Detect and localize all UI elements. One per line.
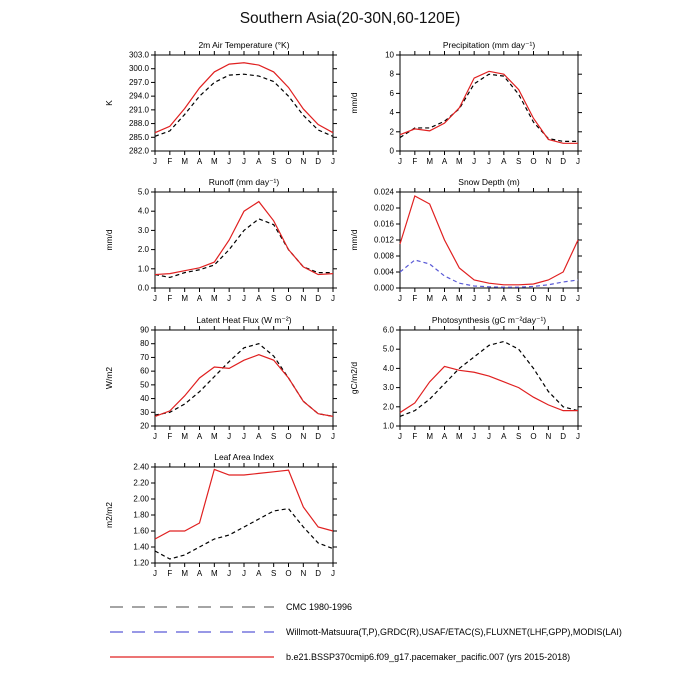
- y-axis-label: gC/m2/d: [349, 361, 359, 395]
- series-line: [155, 469, 333, 539]
- y-tick-label: 3.0: [382, 383, 394, 393]
- x-tick-label: F: [167, 294, 173, 303]
- y-tick-label: 1.20: [133, 558, 149, 568]
- x-tick-label: D: [560, 432, 567, 441]
- x-tick-label: D: [560, 294, 567, 303]
- chart-title: Runoff (mm day⁻¹): [208, 177, 280, 187]
- y-axis-label: mm/d: [349, 92, 359, 114]
- y-tick-label: 20: [140, 421, 149, 431]
- y-tick-label: 300.0: [128, 64, 149, 74]
- y-tick-label: 2.00: [133, 494, 149, 504]
- y-tick-label: 1.0: [382, 421, 394, 431]
- y-tick-label: 1.0: [137, 264, 149, 274]
- y-tick-label: 30: [140, 407, 149, 417]
- subplot-precipitation: [344, 39, 602, 173]
- x-tick-label: A: [441, 157, 448, 166]
- y-tick-label: 0.020: [373, 203, 394, 213]
- legend-label: Willmott-Matsuura(T,P),GRDC(R),USAF/ETAC(S),FLUXNET(LHF,GPP),MODIS(LAI): [286, 627, 622, 637]
- x-tick-label: N: [545, 294, 552, 303]
- chart-title: Photosynthesis (gC m⁻²day⁻¹): [431, 315, 547, 325]
- x-tick-label: M: [181, 432, 189, 441]
- subplot-2m-air-temperature: [99, 39, 357, 173]
- subplot-runoff: [99, 176, 357, 310]
- y-tick-label: 0.012: [373, 235, 394, 245]
- y-tick-label: 294.0: [128, 91, 149, 101]
- x-tick-label: F: [412, 432, 418, 441]
- x-tick-label: F: [167, 432, 173, 441]
- series-line: [155, 509, 333, 559]
- plot-frame: [400, 55, 578, 151]
- x-tick-label: A: [196, 294, 203, 303]
- chart-title: 2m Air Temperature (°K): [198, 40, 290, 50]
- y-tick-label: 0: [389, 146, 394, 156]
- x-tick-label: M: [455, 432, 463, 441]
- x-tick-label: S: [270, 432, 277, 441]
- x-tick-label: J: [227, 432, 232, 441]
- x-tick-label: F: [167, 569, 173, 578]
- x-tick-label: M: [210, 432, 218, 441]
- x-tick-label: S: [515, 157, 522, 166]
- x-tick-label: J: [153, 157, 157, 166]
- x-tick-label: F: [167, 157, 173, 166]
- x-tick-label: J: [227, 294, 232, 303]
- series-line: [400, 74, 578, 141]
- y-tick-label: 0.004: [373, 267, 394, 277]
- x-tick-label: J: [227, 569, 232, 578]
- y-tick-label: 2.0: [137, 245, 149, 255]
- y-tick-label: 282.0: [128, 146, 149, 156]
- legend-label: b.e21.BSSP370cmip6.f09_g17.pacemaker_pacific.007 (yrs 2015-2018): [286, 652, 571, 662]
- x-tick-label: A: [501, 294, 507, 303]
- legend-line-dashed-gray: [108, 601, 276, 613]
- series-line: [155, 344, 333, 417]
- x-tick-label: F: [412, 157, 418, 166]
- chart-svg: [99, 39, 357, 173]
- x-tick-label: S: [515, 294, 522, 303]
- y-tick-label: 10: [385, 50, 394, 60]
- y-tick-label: 1.40: [133, 542, 149, 552]
- x-tick-label: J: [331, 157, 335, 166]
- x-tick-label: J: [153, 432, 157, 441]
- x-tick-label: J: [331, 432, 335, 441]
- y-tick-label: 5.0: [382, 344, 394, 354]
- y-tick-label: 8: [389, 69, 394, 79]
- x-tick-label: D: [315, 157, 322, 166]
- series-line: [155, 63, 333, 133]
- figure-title: Southern Asia(20-30N,60-120E): [239, 10, 461, 27]
- y-axis-label: mm/d: [349, 229, 359, 251]
- x-tick-label: O: [285, 157, 292, 166]
- chart-title: Snow Depth (m): [458, 177, 520, 187]
- x-tick-label: J: [242, 294, 246, 303]
- y-tick-label: 2: [389, 127, 394, 137]
- y-tick-label: 3.0: [137, 225, 149, 235]
- y-axis-label: mm/d: [104, 229, 114, 251]
- plot-frame: [155, 55, 333, 151]
- y-tick-label: 2.0: [382, 402, 394, 412]
- chart-svg: [99, 451, 357, 585]
- y-tick-label: 4.0: [137, 206, 149, 216]
- series-line: [155, 74, 333, 136]
- legend-line-dashed-blue: [108, 626, 276, 638]
- x-tick-label: A: [196, 157, 203, 166]
- x-tick-label: O: [530, 157, 537, 166]
- plot-frame: [400, 192, 578, 288]
- x-tick-label: S: [270, 569, 277, 578]
- series-line: [155, 202, 333, 275]
- x-tick-label: J: [227, 157, 232, 166]
- y-tick-label: 6: [389, 88, 394, 98]
- x-tick-label: O: [530, 432, 537, 441]
- series-line: [400, 71, 578, 143]
- x-tick-label: J: [576, 294, 580, 303]
- y-tick-label: 80: [140, 339, 149, 349]
- x-tick-label: A: [441, 432, 448, 441]
- x-tick-label: A: [441, 294, 448, 303]
- subplot-photosynthesis: [344, 314, 602, 448]
- x-tick-label: N: [545, 157, 552, 166]
- plot-frame: [155, 192, 333, 288]
- chart-title: Leaf Area Index: [214, 452, 274, 462]
- subplot-latent-heat-flux: [99, 314, 357, 448]
- x-tick-label: M: [455, 157, 463, 166]
- x-tick-label: N: [300, 157, 307, 166]
- y-tick-label: 60: [140, 366, 149, 376]
- subplot-leaf-area-index: [99, 451, 357, 585]
- x-tick-label: J: [331, 294, 335, 303]
- chart-svg: [344, 314, 602, 448]
- x-tick-label: M: [426, 294, 434, 303]
- x-tick-label: N: [300, 432, 307, 441]
- x-tick-label: J: [331, 569, 335, 578]
- x-tick-label: M: [181, 294, 189, 303]
- x-tick-label: O: [285, 569, 292, 578]
- x-tick-label: A: [196, 432, 203, 441]
- x-tick-label: J: [576, 432, 580, 441]
- x-tick-label: J: [242, 157, 246, 166]
- x-tick-label: D: [315, 294, 322, 303]
- y-tick-label: 4.0: [382, 363, 394, 373]
- y-tick-label: 0.000: [373, 283, 394, 293]
- x-tick-label: D: [560, 157, 567, 166]
- chart-svg: [344, 176, 602, 310]
- y-tick-label: 291.0: [128, 105, 149, 115]
- chart-svg: [99, 176, 357, 310]
- y-tick-label: 70: [140, 352, 149, 362]
- y-tick-label: 0.0: [137, 283, 149, 293]
- x-tick-label: J: [487, 157, 491, 166]
- x-tick-label: S: [515, 432, 522, 441]
- x-tick-label: M: [210, 157, 218, 166]
- x-tick-label: J: [472, 432, 477, 441]
- x-tick-label: N: [300, 569, 307, 578]
- x-tick-label: J: [472, 294, 477, 303]
- legend-label: CMC 1980-1996: [286, 602, 353, 612]
- y-tick-label: 1.80: [133, 510, 149, 520]
- series-line: [400, 196, 578, 285]
- y-tick-label: 50: [140, 380, 149, 390]
- plot-frame: [155, 467, 333, 563]
- legend-entry-cmc: [108, 600, 352, 614]
- chart-title: Precipitation (mm day⁻¹): [442, 40, 536, 50]
- chart-svg: [344, 39, 602, 173]
- y-tick-label: 297.0: [128, 77, 149, 87]
- x-tick-label: J: [398, 432, 402, 441]
- y-tick-label: 5.0: [137, 187, 149, 197]
- y-tick-label: 4: [389, 108, 394, 118]
- x-tick-label: J: [242, 432, 246, 441]
- x-tick-label: J: [472, 157, 477, 166]
- x-tick-label: N: [300, 294, 307, 303]
- x-tick-label: D: [315, 432, 322, 441]
- x-tick-label: A: [256, 569, 262, 578]
- plot-frame: [400, 330, 578, 426]
- x-tick-label: N: [545, 432, 552, 441]
- x-tick-label: O: [285, 294, 292, 303]
- x-tick-label: J: [153, 569, 157, 578]
- y-tick-label: 2.20: [133, 478, 149, 488]
- x-tick-label: J: [487, 432, 491, 441]
- x-tick-label: M: [210, 294, 218, 303]
- x-tick-label: J: [487, 294, 491, 303]
- x-tick-label: M: [210, 569, 218, 578]
- y-tick-label: 90: [140, 325, 149, 335]
- x-tick-label: M: [181, 157, 189, 166]
- series-line: [400, 366, 578, 412]
- y-tick-label: 0.016: [373, 219, 394, 229]
- y-tick-label: 303.0: [128, 50, 149, 60]
- chart-title: Latent Heat Flux (W m⁻²): [196, 315, 292, 325]
- x-tick-label: M: [426, 432, 434, 441]
- y-tick-label: 2.40: [133, 462, 149, 472]
- y-tick-label: 288.0: [128, 119, 149, 129]
- y-tick-label: 1.60: [133, 526, 149, 536]
- x-tick-label: J: [398, 294, 402, 303]
- x-tick-label: J: [242, 569, 246, 578]
- y-tick-label: 0.024: [373, 187, 394, 197]
- x-tick-label: A: [256, 432, 262, 441]
- y-axis-label: K: [104, 100, 114, 106]
- x-tick-label: J: [153, 294, 157, 303]
- x-tick-label: J: [398, 157, 402, 166]
- x-tick-label: S: [270, 294, 277, 303]
- x-tick-label: S: [270, 157, 277, 166]
- x-tick-label: O: [285, 432, 292, 441]
- y-tick-label: 6.0: [382, 325, 394, 335]
- x-tick-label: M: [455, 294, 463, 303]
- x-tick-label: A: [256, 157, 262, 166]
- legend-line-solid-red: [108, 651, 276, 663]
- x-tick-label: F: [412, 294, 418, 303]
- x-tick-label: A: [196, 569, 203, 578]
- y-tick-label: 0.008: [373, 251, 394, 261]
- y-tick-label: 285.0: [128, 132, 149, 142]
- y-axis-label: m2/m2: [104, 502, 114, 528]
- chart-svg: [99, 314, 357, 448]
- plot-frame: [155, 330, 333, 426]
- x-tick-label: A: [501, 432, 507, 441]
- x-tick-label: M: [426, 157, 434, 166]
- x-tick-label: A: [256, 294, 262, 303]
- series-line: [400, 342, 578, 417]
- x-tick-label: M: [181, 569, 189, 578]
- legend-entry-model-run: [108, 650, 570, 664]
- x-tick-label: O: [530, 294, 537, 303]
- x-tick-label: J: [576, 157, 580, 166]
- x-tick-label: A: [501, 157, 507, 166]
- subplot-snow-depth: [344, 176, 602, 310]
- y-tick-label: 40: [140, 394, 149, 404]
- x-tick-label: D: [315, 569, 322, 578]
- y-axis-label: W/m2: [104, 366, 114, 390]
- legend-entry-observations: [108, 625, 622, 639]
- series-line: [155, 355, 333, 417]
